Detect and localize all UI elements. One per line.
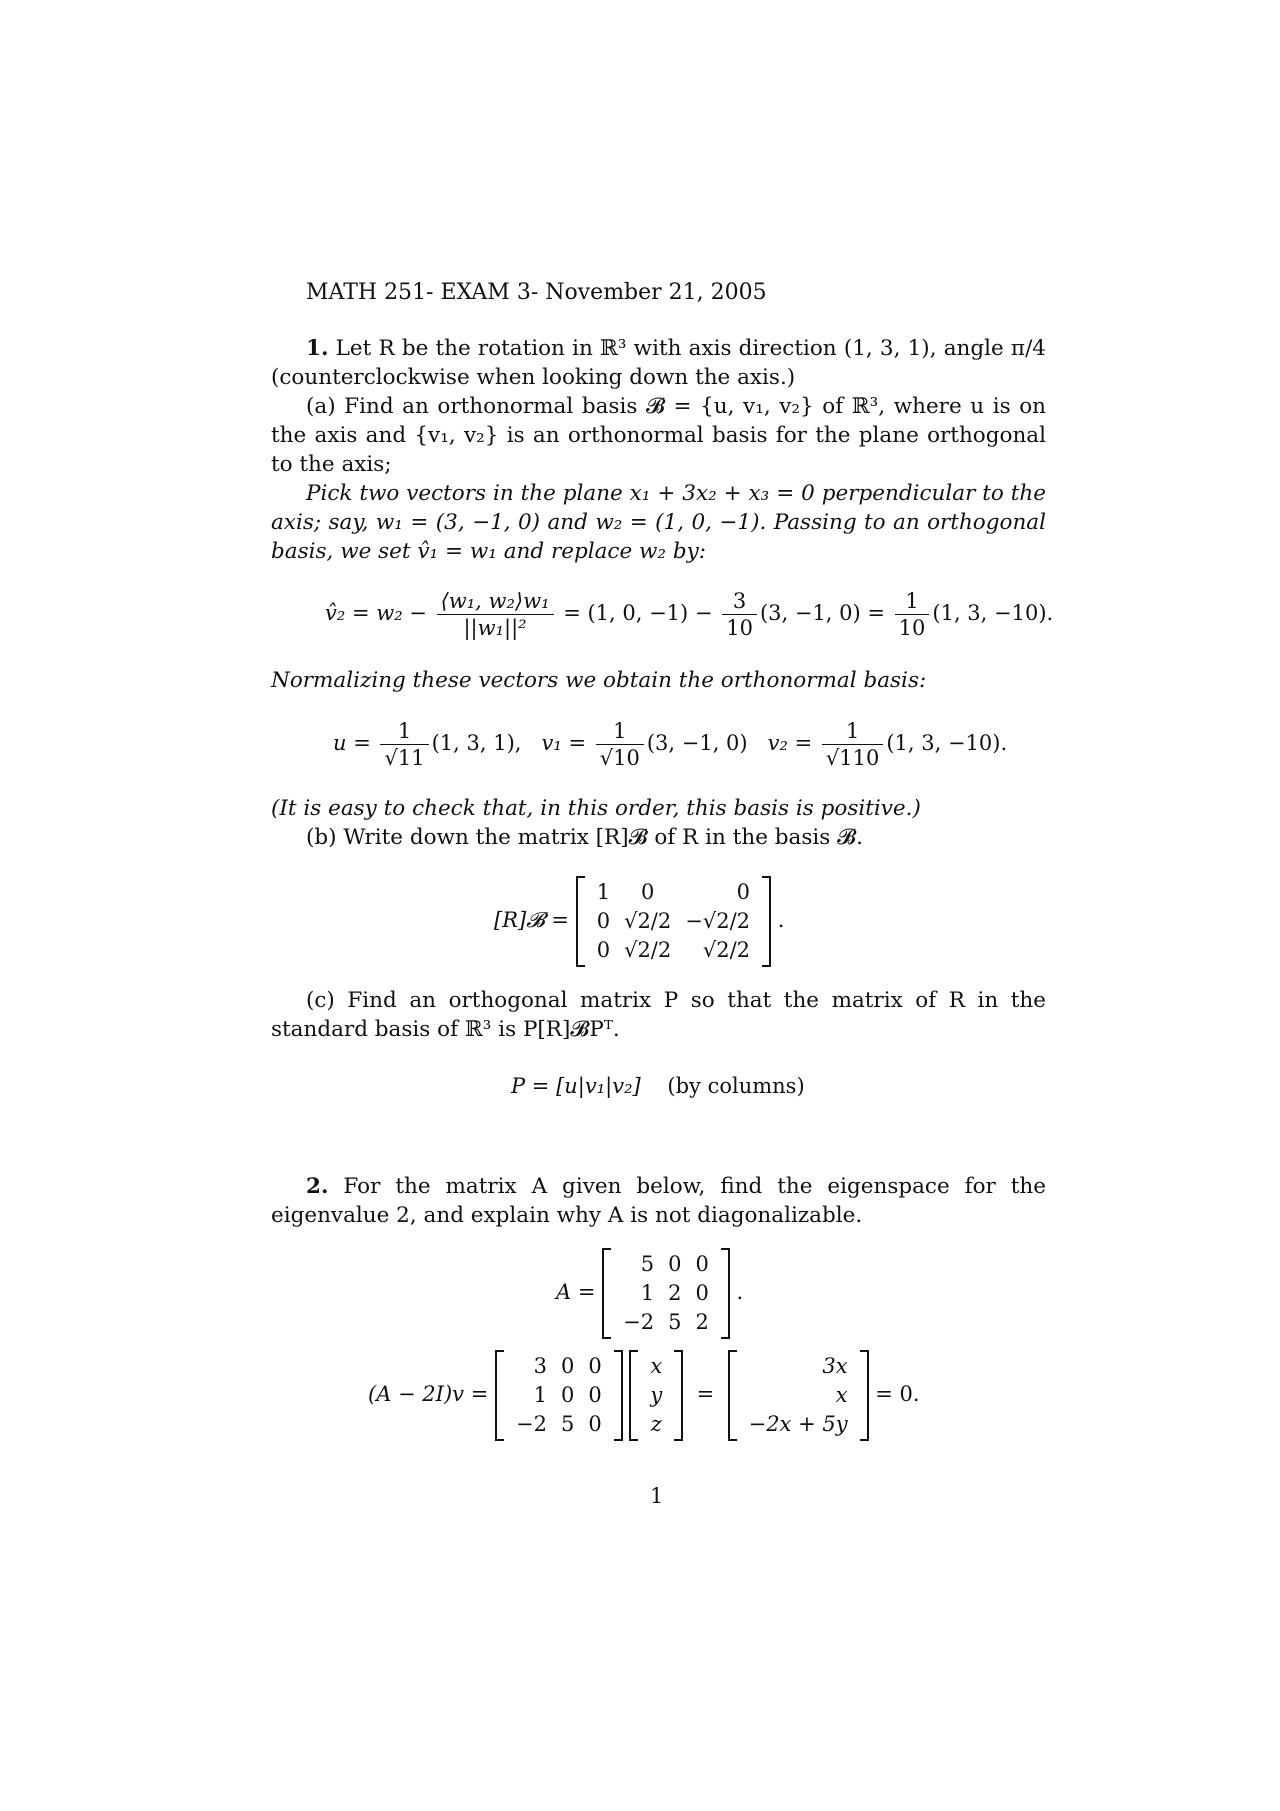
eq2-u-lhs: u = <box>333 731 371 755</box>
matrix-cell: 1 <box>596 880 611 904</box>
matrix-cell: 0 <box>695 1252 709 1276</box>
solution-a-intro-block <box>271 479 1046 566</box>
eq2-u-den: √11 <box>384 746 425 770</box>
eq5-lhs: A = <box>556 1280 596 1304</box>
eq2-u-fraction <box>380 718 428 771</box>
eq1-c2-den: 10 <box>898 616 926 640</box>
eq1-tail: (1, 3, −10). <box>932 601 1054 625</box>
matrix-a-equation <box>556 1248 743 1339</box>
eq4-note: (by columns) <box>667 1074 805 1098</box>
matrix-cell: √2/2 <box>624 938 672 962</box>
matrix-cell: 0 <box>736 880 751 904</box>
eq1-mid1: = (1, 0, −1) − <box>563 601 713 625</box>
matrix-cell: 1 <box>640 1281 655 1305</box>
eq4-expr: P = [u|v₁|v₂] <box>511 1074 641 1098</box>
matrix-cell: 3 <box>533 1354 547 1378</box>
matrix-cell: z <box>650 1412 662 1436</box>
page-title: MATH 251- EXAM 3- November 21, 2005 <box>306 280 767 305</box>
matrix-cell: 0 <box>588 1412 602 1436</box>
matrix-cell: √2/2 <box>624 909 672 933</box>
matrix-cell: 0 <box>640 880 655 904</box>
matrix-cell: 0 <box>588 1383 602 1407</box>
eq2-v1-num: 1 <box>596 718 644 745</box>
eq2-v2-den: √110 <box>825 746 880 770</box>
matrix-cell: 5 <box>640 1252 655 1276</box>
solution-a-normalize: Normalizing these vectors we obtain the orthonormal basis: <box>271 668 927 693</box>
matrix-cell: −√2/2 <box>685 909 751 933</box>
result-vector <box>728 1350 869 1441</box>
eq6-tail: = 0. <box>875 1382 920 1406</box>
matrix-cell: 0 <box>668 1252 682 1276</box>
matrix-a <box>602 1248 730 1339</box>
problem-1-number: 1. <box>306 336 329 361</box>
eq2-v2-vec: (1, 3, −10). <box>886 731 1008 755</box>
eq6-lhs: (A − 2I)v = <box>368 1382 489 1406</box>
eq3-lhs: [R]𝓑 = <box>494 908 569 932</box>
matrix-cell: 2 <box>668 1281 682 1305</box>
matrix-cell: y <box>650 1383 663 1407</box>
eq2-u-num: 1 <box>380 718 428 745</box>
eq1-c2-num: 1 <box>895 588 930 615</box>
problem-1-intro: Let R be the rotation in ℝ³ with axis direction (1, 3, 1), angle π/4 (counterclockwise when looking down the axis.) <box>271 336 1046 390</box>
rotation-matrix <box>576 876 771 967</box>
matrix-cell: 0 <box>588 1354 602 1378</box>
problem-1-part-c-block <box>271 986 1046 1044</box>
eq2-v1-lhs: v₁ = <box>541 731 587 755</box>
eq2-v2-lhs: v₂ = <box>767 731 813 755</box>
matrix-cell: −2x + 5y <box>748 1412 848 1436</box>
matrix-cell: −2 <box>623 1310 655 1334</box>
eq1-frac-den: ||w₁||² <box>463 616 527 640</box>
matrix-cell: 3x <box>822 1354 848 1378</box>
matrix-cell: 5 <box>560 1412 575 1436</box>
matrix-cell: x <box>835 1383 848 1407</box>
eq1-c1-den: 10 <box>726 616 753 640</box>
matrix-cell: 0 <box>560 1354 575 1378</box>
eq1-c1-num: 3 <box>722 588 757 615</box>
problem-1-part-b-block <box>271 823 1046 852</box>
matrix-cell: 5 <box>668 1310 682 1334</box>
eigenspace-equation <box>368 1350 920 1441</box>
a-minus-2i-matrix <box>495 1350 623 1441</box>
eq1-projection-fraction <box>437 588 554 641</box>
eq2-v1-fraction <box>596 718 644 771</box>
eq6-equals: = <box>696 1382 715 1406</box>
matrix-cell: 0 <box>695 1281 709 1305</box>
eq1-mid2: (3, −1, 0) = <box>759 601 885 625</box>
eq2-u-vec: (1, 3, 1), <box>431 731 522 755</box>
eq2-v1-den: √10 <box>599 746 640 770</box>
matrix-cell: 0 <box>596 938 611 962</box>
problem-1-part-c: (c) Find an orthogonal matrix P so that the matrix of R in the standard basis of ℝ³ is P[R]𝓑Pᵀ. <box>271 988 1046 1042</box>
matrix-cell: x <box>650 1354 663 1378</box>
eq2-v2-fraction <box>822 718 883 771</box>
matrix-cell: −2 <box>515 1412 547 1436</box>
matrix-cell: 2 <box>695 1310 709 1334</box>
vector-v <box>629 1350 683 1441</box>
problem-1-part-a: (a) Find an orthonormal basis 𝓑 = {u, v₁, v₂} of ℝ³, where u is on the axis and {v₁, v₂} is an orthonormal basis for the plane orthogonal to the axis; <box>271 394 1046 477</box>
matrix-cell: 0 <box>596 909 611 933</box>
gram-schmidt-equation <box>325 588 1053 641</box>
eq1-coeff1 <box>722 588 757 641</box>
problem-1-part-a-block <box>271 392 1046 479</box>
eq1-lhs: v̂₂ = w₂ − <box>325 601 427 625</box>
eq1-frac-num: ⟨w₁, w₂⟩w₁ <box>437 588 554 615</box>
problem-1-intro-block <box>271 334 1046 392</box>
eq1-coeff2 <box>895 588 930 641</box>
eq3-tail: . <box>777 908 785 932</box>
eq5-tail: . <box>736 1280 744 1304</box>
problem-2-number: 2. <box>306 1174 329 1199</box>
rotation-matrix-equation <box>494 876 784 967</box>
problem-2-intro: For the matrix A given below, find the eigenspace for the eigenvalue 2, and explain why A is not diagonalizable. <box>271 1174 1046 1228</box>
problem-2-intro-block <box>271 1172 1046 1230</box>
matrix-cell: √2/2 <box>702 938 751 962</box>
matrix-cell: 1 <box>533 1383 547 1407</box>
orthonormal-basis-equation <box>333 718 1007 771</box>
p-matrix-definition <box>511 1074 805 1098</box>
matrix-cell: 0 <box>560 1383 575 1407</box>
eq2-v2-num: 1 <box>822 718 883 745</box>
eq2-v1-vec: (3, −1, 0) <box>646 731 748 755</box>
solution-a-positive-note: (It is easy to check that, in this order, this basis is positive.) <box>271 796 921 821</box>
solution-a-intro: Pick two vectors in the plane x₁ + 3x₂ + x₃ = 0 perpendicular to the axis; say, w₁ = (3, −1, 0) and w₂ = (1, 0, −1). Passing to an orthogonal basis, we set v̂₁ = w₁ and replace w₂ by: <box>271 481 1046 564</box>
problem-1-part-b: (b) Write down the matrix [R]𝓑 of R in the basis 𝓑. <box>306 825 863 850</box>
page-number: 1 <box>650 1484 664 1508</box>
